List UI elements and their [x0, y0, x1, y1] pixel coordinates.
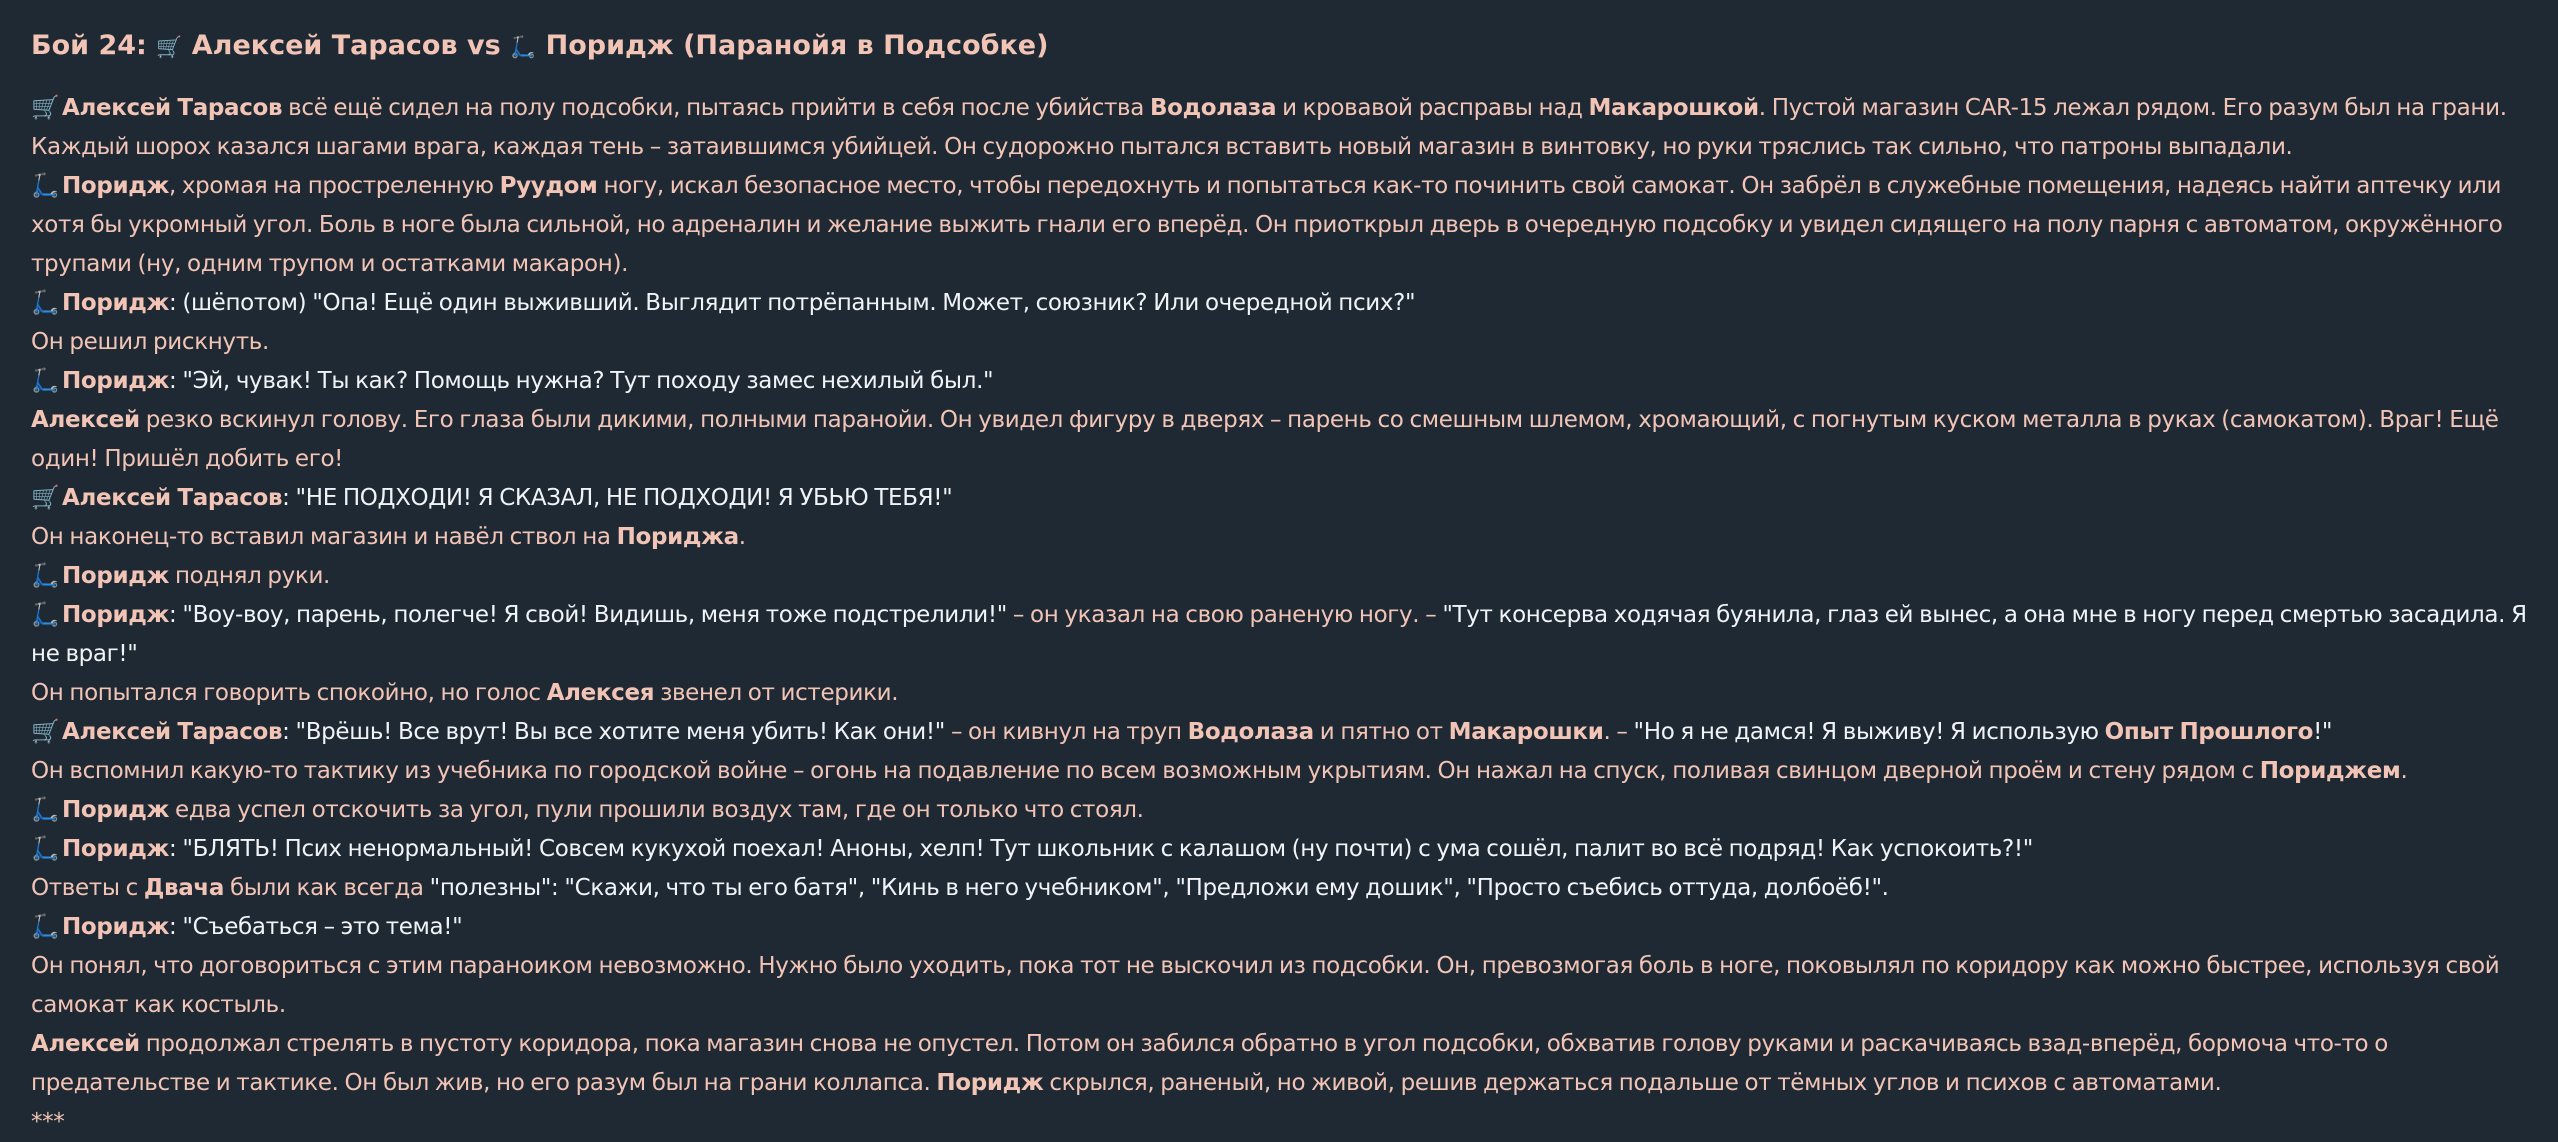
character-name: Поридж — [62, 563, 169, 589]
character-name: Пориджем — [2259, 758, 2401, 784]
character-name: Руудом — [499, 173, 598, 199]
kick-scooter-icon: 🛴 — [31, 368, 60, 394]
narration-text: продолжал стрелять в пустоту коридора, пока магазин снова не опустел. Потом он забился обратно в угол подсобки, обхватив голову руками и раскачиваясь взад-вперёд, бормоча что-то о предательстве и тактике. Он был жив, но его разум был на грани коллапса. — [31, 1031, 2388, 1096]
narration-text: Он вспомнил какую-то тактику из учебника по городской войне – огонь на подавление по всем возможным укрытиям. Он нажал на спуск, поливая свинцом дверной проём и стену рядом с — [31, 758, 2260, 784]
narration-text: . Пустой магазин CAR-15 лежал рядом. Его разум был на грани. Каждый шорох казался шагами врага, каждая тень – затаившимся убийцей. Он судорожно пытался вставить новый магазин в винтовку, но руки тряслись так сильно, что патроны выпадали. — [31, 95, 2507, 160]
story-paragraph — [31, 89, 2531, 167]
character-name: Алексея — [546, 680, 655, 706]
narration-text: звенел от истерики. — [654, 680, 899, 706]
story-paragraph — [31, 167, 2531, 284]
narration-text: . — [2400, 758, 2408, 784]
story-paragraph — [31, 557, 2531, 596]
character-name: Поридж — [62, 836, 169, 862]
story-paragraph — [31, 908, 2531, 947]
narration-text: поднял руки. — [169, 563, 331, 589]
story-paragraph — [31, 830, 2531, 869]
character-name: Водолаза — [1149, 95, 1277, 121]
story-paragraph — [31, 401, 2531, 479]
kick-scooter-icon: 🛴 — [31, 173, 60, 199]
character-name: Поридж — [62, 290, 169, 316]
character-name: Макарошкой — [1588, 95, 1759, 121]
title-vs: vs — [457, 30, 511, 61]
character-name: Поридж — [62, 602, 169, 628]
character-name: Поридж — [62, 368, 169, 394]
story-body — [31, 89, 2531, 1103]
character-name: Поридж — [62, 914, 169, 940]
story-paragraph — [31, 713, 2531, 752]
character-name: Опыт Прошлого — [2104, 719, 2314, 745]
dialogue-text: "Тут консерва ходячая буянила, глаз ей вынес, а она мне в ногу перед смертью засадила. Я не враг!" — [31, 602, 2527, 667]
narration-text: едва успел отскочить за угол, пули прошили воздух там, где он только что стоял. — [169, 797, 1144, 823]
dialogue-text: : (шёпотом) "Опа! Ещё один выживший. Выглядит потрёпанным. Может, союзник? Или очередной псих?" — [169, 290, 1416, 316]
story-paragraph — [31, 479, 2531, 518]
dialogue-text: "Но я не дамся! Я выживу! Я использую — [1633, 719, 2105, 745]
title-fighter-2: Поридж (Паранойя в Подсобке) — [545, 30, 1049, 61]
character-name: Водолаза — [1187, 719, 1314, 745]
character-name: Алексей Тарасов — [62, 95, 283, 121]
battle-log-document — [31, 22, 2531, 1142]
shopping-cart-icon: 🛒 — [31, 95, 60, 121]
character-name: Алексей Тарасов — [62, 719, 283, 745]
character-name: Поридж — [62, 173, 169, 199]
story-paragraph — [31, 752, 2531, 791]
story-paragraph — [31, 869, 2531, 908]
dialogue-text: : "НЕ ПОДХОДИ! Я СКАЗАЛ, НЕ ПОДХОДИ! Я УБЬЮ ТЕБЯ!" — [282, 485, 953, 511]
story-paragraph — [31, 518, 2531, 557]
character-name: Алексей — [31, 407, 140, 433]
shopping-cart-icon: 🛒 — [31, 719, 60, 745]
story-paragraph — [31, 284, 2531, 323]
kick-scooter-icon: 🛴 — [31, 836, 60, 862]
kick-scooter-icon: 🛴 — [31, 602, 60, 628]
dialogue-text: "полезны": "Скажи, что ты его батя", "Кинь в него учебником", "Предложи ему дошик", "Просто съебись оттуда, долбоёб!". — [429, 875, 1889, 901]
dialogue-text: : "Съебаться – это тема!" — [169, 914, 463, 940]
kick-scooter-icon: 🛴 — [31, 290, 60, 316]
character-name: Поридж — [62, 797, 169, 823]
narration-text: Он попытался говорить спокойно, но голос — [31, 680, 547, 706]
narration-text: , хромая на простреленную — [169, 173, 500, 199]
kick-scooter-icon: 🛴 — [31, 563, 60, 589]
dialogue-text: : "Эй, чувак! Ты как? Помощь нужна? Тут походу замес нехилый был." — [169, 368, 994, 394]
narration-text: Он решил рискнуть. — [31, 329, 269, 355]
dialogue-text: : "Врёшь! Все врут! Вы все хотите меня убить! Как они!" — [282, 719, 945, 745]
title-fighter-1: Алексей Тарасов — [191, 30, 458, 61]
character-name: Двача — [143, 875, 225, 901]
kick-scooter-icon: 🛴 — [510, 35, 537, 59]
dialogue-text: : "Воу-воу, парень, полегче! Я свой! Видишь, меня тоже подстрелили!" — [169, 602, 1007, 628]
character-name: Алексей Тарасов — [62, 485, 283, 511]
narration-text: Он наконец-то вставил магазин и навёл ствол на — [31, 524, 617, 550]
character-name: Макарошки — [1448, 719, 1604, 745]
narration-text: Ответы с — [31, 875, 144, 901]
section-separator: *** — [31, 1109, 65, 1135]
narration-text: резко вскинул голову. Его глаза были дикими, полными паранойи. Он увидел фигуру в дверях – парень со смешным шлемом, хромающий, с погнутым куском металла в руках (самокатом). Враг! Ещё один! Пришёл добить его! — [31, 407, 2499, 472]
story-paragraph — [31, 1025, 2531, 1103]
title-prefix: Бой 24: — [31, 30, 157, 61]
story-paragraph — [31, 947, 2531, 1025]
story-paragraph — [31, 362, 2531, 401]
character-name: Алексей — [31, 1031, 140, 1057]
narration-text: и кровавой расправы над — [1276, 95, 1589, 121]
character-name: Пориджа — [616, 524, 739, 550]
dialogue-text: : "БЛЯТЬ! Псих ненормальный! Совсем кукухой поехал! Аноны, хелп! Тут школьник с калашом (ну почти) с ума сошёл, палит во всё подряд! Как успокоить?!" — [169, 836, 2033, 862]
narration-text: Он понял, что договориться с этим параноиком невозможно. Нужно было уходить, пока тот не выскочил из подсобки. Он, превозмогая боль в ноге, поковылял по коридору как можно быстрее, используя свой самокат как костыль. — [31, 953, 2500, 1018]
character-name: Поридж — [936, 1070, 1044, 1096]
narration-text: – он кивнул на труп — [944, 719, 1188, 745]
shopping-cart-icon: 🛒 — [156, 35, 183, 59]
story-paragraph — [31, 323, 2531, 362]
narration-text: всё ещё сидел на полу подсобки, пытаясь прийти в себя после убийства — [282, 95, 1150, 121]
shopping-cart-icon: 🛒 — [31, 485, 60, 511]
story-paragraph — [31, 791, 2531, 830]
battle-title — [31, 22, 2531, 71]
narration-text: скрылся, раненый, но живой, решив держаться подальше от тёмных углов и психов с автоматами. — [1043, 1070, 2222, 1096]
story-paragraph — [31, 596, 2531, 674]
narration-text: . — [738, 524, 746, 550]
narration-text: . – — [1603, 719, 1634, 745]
narration-text: – он указал на свою раненую ногу. – — [1006, 602, 1443, 628]
narration-text: и пятно от — [1313, 719, 1449, 745]
story-paragraph — [31, 674, 2531, 713]
kick-scooter-icon: 🛴 — [31, 914, 60, 940]
kick-scooter-icon: 🛴 — [31, 797, 60, 823]
narration-text: были как всегда — [224, 875, 430, 901]
narration-text: ногу, искал безопасное место, чтобы передохнуть и попытаться как-то починить свой самокат. Он забрёл в служебные помещения, надеясь найти аптечку или хотя бы укромный угол. Боль в ноге была сильной, но адреналин и желание выжить гнали его вперёд. Он приоткрыл дверь в очередную подсобку и увидел сидящего на полу парня с автоматом, окружённого трупами (ну, одним трупом и остатками макарон). — [31, 173, 2503, 277]
dialogue-text: !" — [2313, 719, 2333, 745]
